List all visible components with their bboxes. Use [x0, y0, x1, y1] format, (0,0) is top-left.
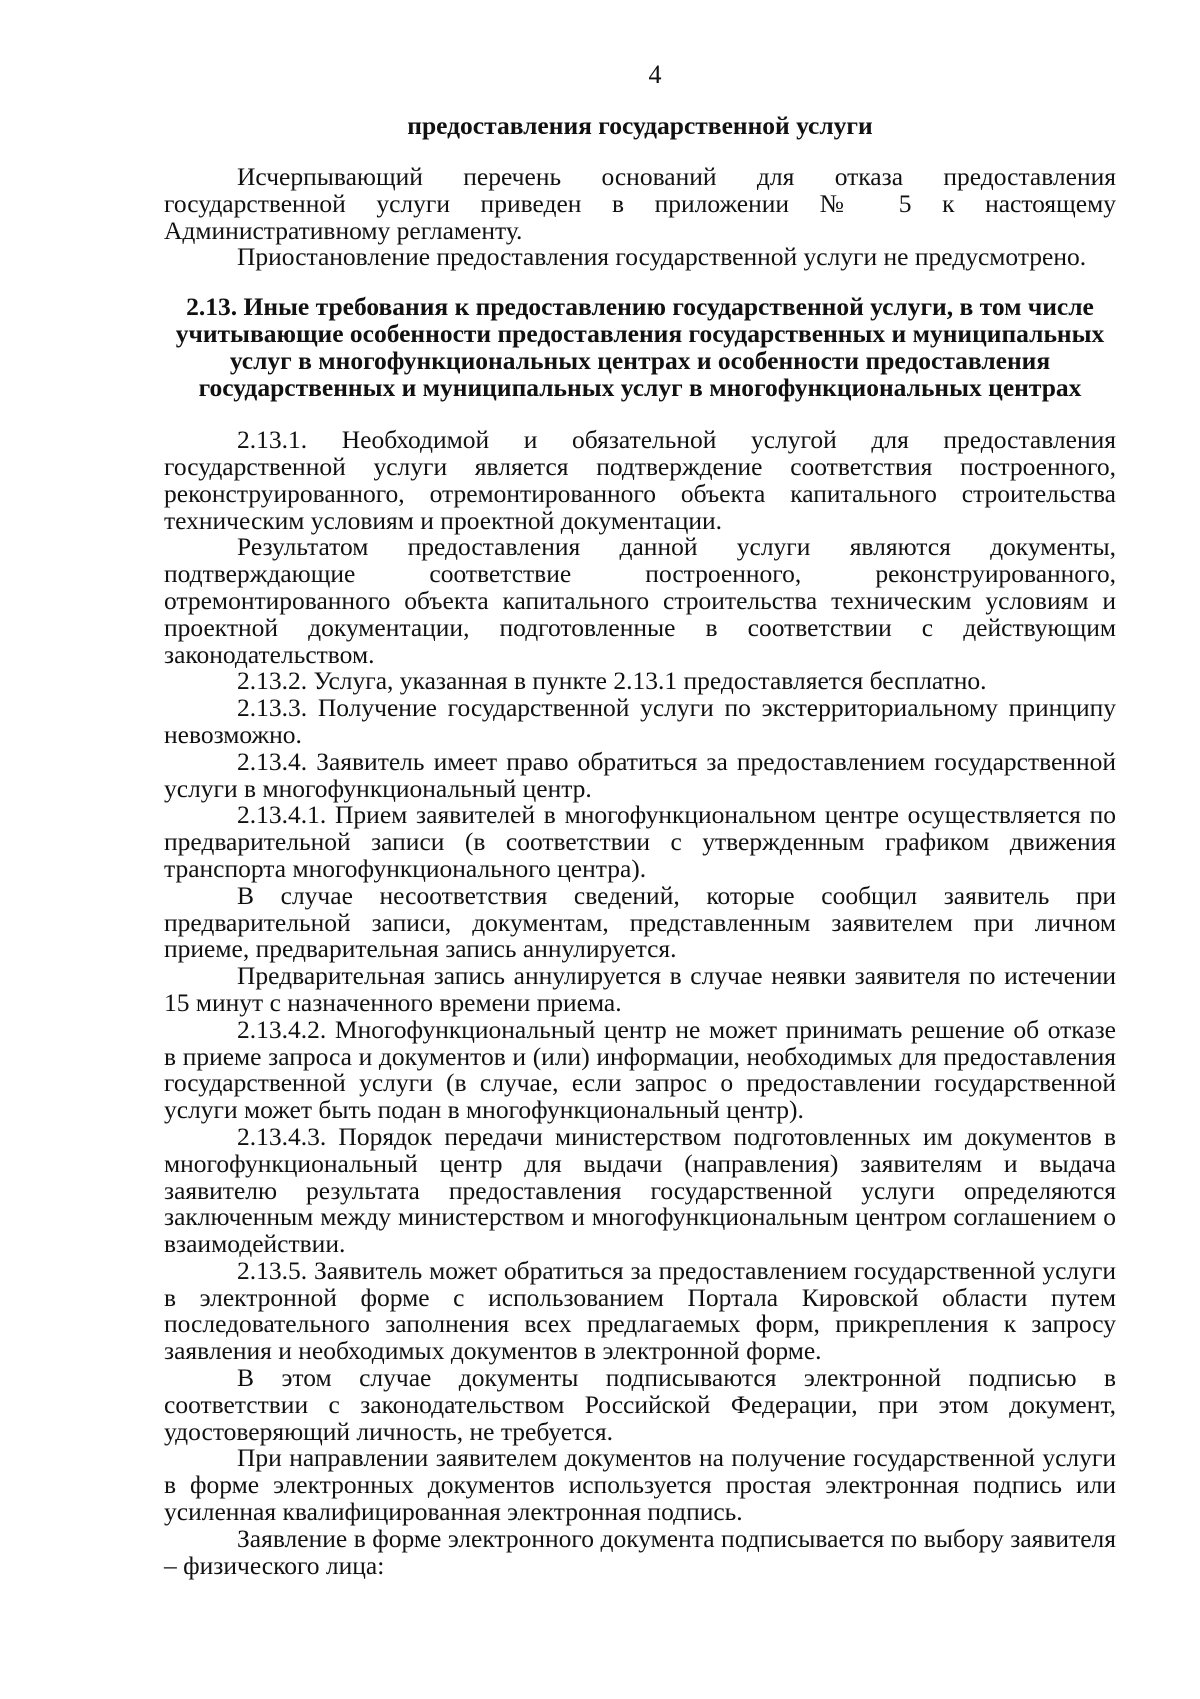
paragraph-application-signing: Заявление в форме электронного документа подписывается по выбору заявителя – физического лица: [164, 1523, 1116, 1580]
paragraph-2-13-4-2: 2.13.4.2. Многофункциональный центр не может принимать решение об отказе в приеме запроса и документов и (или) информации, необходимых для предоставления государственной услуги (в случае, если запрос о предоставлении государственной услуги может быть подан в многофункциональный центр). [164, 1014, 1116, 1125]
section-heading-2-13: 2.13. Иные требования к предоставлению государственной услуги, в том числе учитывающие особенности предоставления государственных и муниципальных услуг в многофункциональных центрах и особенности предоставления государственных и муниципальных услуг в многофункциональных центрах [175, 292, 1105, 403]
paragraph-2-13-4-3: 2.13.4.3. Порядок передачи министерством подготовленных им документов в многофункциональный центр для выдачи (направления) заявителям и выдача заявителю результата предоставления государственной услуги определяются заключенным между министерством и многофункциональным центром соглашением о взаимодействии. [164, 1121, 1116, 1259]
paragraph-electronic-signature: В этом случае документы подписываются электронной подписью в соответствии с законодательством Российской Федерации, при этом документ, удостоверяющий личность, не требуется. [164, 1363, 1116, 1446]
paragraph-no-show: Предварительная запись аннулируется в случае неявки заявителя по истечении 15 минут с назначенного времени приема. [164, 961, 1116, 1017]
paragraph-simple-signature: При направлении заявителем документов на получение государственной услуги в форме электронных документов используется простая электронная подпись или усиленная квалифицированная электронная подпись. [164, 1443, 1116, 1527]
paragraph-2-13-4: 2.13.4. Заявитель имеет право обратиться за предоставлением государственной услуги в многофункциональный центр. [164, 746, 1116, 803]
paragraph-2-13-2: 2.13.2. Услуга, указанная в пункте 2.13.1 предоставляется бесплатно. [237, 666, 987, 696]
paragraph-suspension: Приостановление предоставления государственной услуги не предусмотрено. [237, 242, 1087, 272]
document-page [164, 60, 1116, 1579]
paragraph-2-13-3: 2.13.3. Получение государственной услуги по экстерриториальному принципу невозможно. [164, 693, 1116, 749]
continued-heading: предоставления государственной услуги [407, 111, 873, 140]
page-number: 4 [648, 60, 662, 89]
paragraph-service-result: Результатом предоставления данной услуги являются документы, подтверждающие соответствие построенного, реконструированного, отремонтированного объекта капитального строительства техническим условиям и проектной документации, подготовленные в соответствии с действующим законодательством. [164, 532, 1116, 669]
paragraph-2-13-5: 2.13.5. Заявитель может обратиться за предоставлением государственной услуги в электронной форме с использованием Портала Кировской области путем последовательного заполнения всех предлагаемых форм, прикрепления к запросу заявления и необходимых документов в электронной форме. [164, 1255, 1116, 1366]
paragraph-2-13-1: 2.13.1. Необходимой и обязательной услугой для предоставления государственной услуги является подтверждение соответствия построенного, реконструированного, отремонтированного объекта капитального строительства техническим условиям и проектной документации. [164, 425, 1116, 535]
paragraph-mismatch: В случае несоответствия сведений, которые сообщил заявитель при предварительной записи, документам, представленным заявителем при личном приеме, предварительная запись аннулируется. [164, 880, 1116, 964]
paragraph-2-13-4-1: 2.13.4.1. Прием заявителей в многофункциональном центре осуществляется по предварительной записи (в соответствии с утвержденным графиком движения транспорта многофункционального центра). [164, 800, 1116, 883]
paragraph-refusal-grounds: Исчерпывающий перечень оснований для отказа предоставления государственной услуги приведен в приложении № 5 к настоящему Административному регламенту. [164, 162, 1116, 245]
